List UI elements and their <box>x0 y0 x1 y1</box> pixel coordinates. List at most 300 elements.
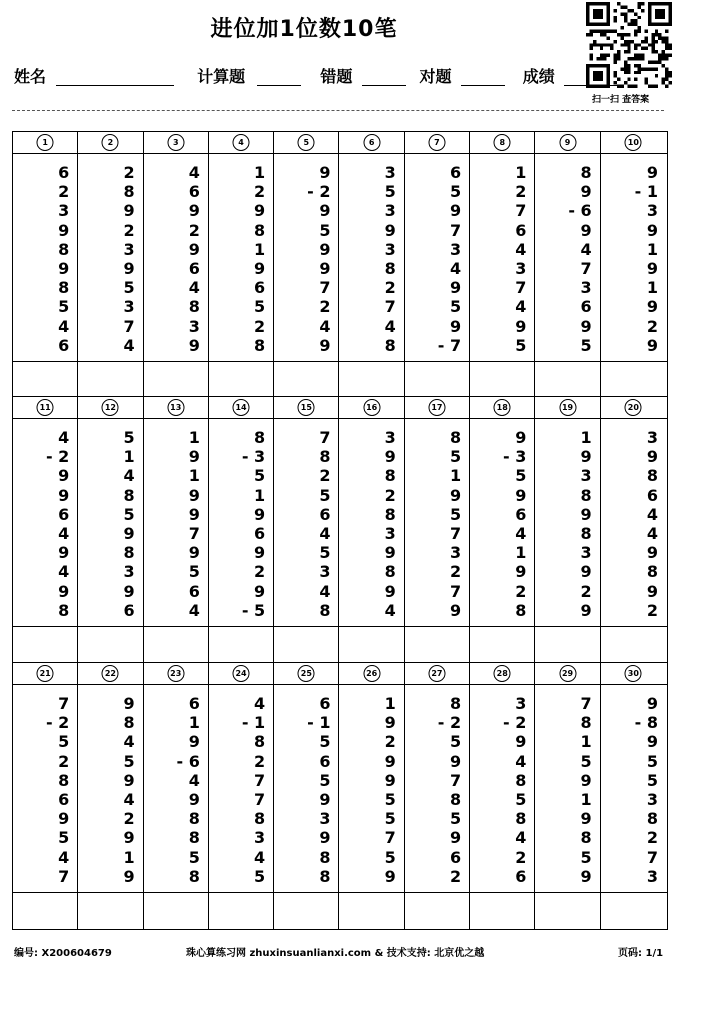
problem-number: 9 <box>580 504 592 524</box>
problem-number: 8 <box>319 866 331 886</box>
problem-number: 8 <box>580 524 592 543</box>
problem-number: 2 <box>646 828 658 848</box>
problem-column <box>405 397 470 663</box>
problem-number: 4 <box>188 770 200 790</box>
problem-number: 5 <box>449 732 462 752</box>
problem-number-badge: 13 <box>167 399 184 416</box>
problem-number: 9 <box>254 259 266 278</box>
problem-number: 4 <box>646 524 658 543</box>
problem-number: 2 <box>58 182 70 202</box>
problem-number: 5 <box>319 220 331 240</box>
problem-number: 8 <box>384 504 396 524</box>
problem-number: 9 <box>646 297 658 317</box>
problem-column <box>535 663 600 929</box>
problem-number: 6 <box>580 297 592 317</box>
footer-code: 编号: X200604679 <box>14 948 112 959</box>
problem-column <box>274 663 339 929</box>
problem-number: 3 <box>449 543 462 563</box>
problem-number: 4 <box>319 524 331 543</box>
problem-number: 9 <box>580 182 592 202</box>
problem-number: 9 <box>123 581 135 601</box>
answer-cell[interactable] <box>78 361 142 396</box>
footer-site: 珠心算练习网 zhuxinsuanlianxi.com & 技术支持: 北京优之越 <box>186 948 485 959</box>
problem-number: 9 <box>449 485 462 505</box>
problem-number: 9 <box>58 466 70 486</box>
problem-number: 3 <box>646 790 658 809</box>
problem-number: 9 <box>123 524 135 543</box>
answer-cell[interactable] <box>601 892 666 929</box>
answer-cell[interactable] <box>13 892 77 929</box>
problem-number: 7 <box>384 297 396 317</box>
problem-number: 9 <box>58 581 70 601</box>
problem-number: 9 <box>123 201 135 221</box>
problem-number: 3 <box>319 809 331 829</box>
problem-number: 5 <box>123 428 135 447</box>
answer-cell[interactable] <box>78 626 142 663</box>
student-info-row <box>14 64 618 87</box>
problem-number: 4 <box>580 239 592 259</box>
problem-number: 8 <box>646 809 658 829</box>
answer-cell[interactable] <box>340 626 404 663</box>
problem-number: 6 <box>58 790 70 809</box>
problem-column <box>13 663 78 929</box>
problem-number-badge: 21 <box>37 665 54 682</box>
problem-number-badge: 25 <box>298 665 315 682</box>
problem-number: 1 <box>515 543 527 563</box>
problem-number-badge: 19 <box>559 399 576 416</box>
problem-number: 5 <box>188 562 200 582</box>
problem-block <box>13 396 667 663</box>
problem-number: 5 <box>580 751 592 771</box>
problem-number: 5 <box>319 543 331 563</box>
problem-number: 1 <box>580 732 592 752</box>
problem-number: - 2 <box>503 713 527 733</box>
problem-column <box>78 663 143 929</box>
problem-column <box>340 132 405 396</box>
problem-number: 9 <box>58 259 70 278</box>
problem-number: 3 <box>384 239 396 259</box>
problem-number: 2 <box>123 809 135 829</box>
problem-number: 9 <box>646 732 658 752</box>
problem-number: 8 <box>58 600 70 620</box>
problem-number: 8 <box>188 866 200 886</box>
problem-number: 9 <box>515 732 527 752</box>
problem-number: 8 <box>319 847 331 867</box>
problem-number: 1 <box>254 485 266 505</box>
problem-number: 2 <box>449 866 462 886</box>
problem-number: 5 <box>58 828 70 848</box>
problem-number: 9 <box>188 504 200 524</box>
problem-number: 9 <box>449 600 462 620</box>
problem-number-badge: 18 <box>494 399 511 416</box>
problem-column <box>470 397 535 663</box>
problem-number: - 1 <box>241 713 266 733</box>
problem-number: 9 <box>319 239 331 259</box>
problem-number: 4 <box>123 790 135 809</box>
problem-number-badge: 22 <box>102 665 119 682</box>
problem-number: 5 <box>254 866 266 886</box>
answer-cell[interactable] <box>601 626 666 663</box>
problem-number: 4 <box>515 239 527 259</box>
problem-number: 6 <box>123 600 135 620</box>
problem-number: 9 <box>188 447 200 467</box>
problem-number: - 8 <box>634 713 658 733</box>
problem-number-badge: 20 <box>625 399 642 416</box>
problem-number: 9 <box>580 316 592 336</box>
problem-number: 3 <box>646 866 658 886</box>
problem-number: 1 <box>188 713 200 733</box>
problem-number: 6 <box>188 694 200 713</box>
answer-cell[interactable] <box>470 361 534 396</box>
problem-number: 1 <box>254 163 266 182</box>
problem-number: 2 <box>384 732 396 752</box>
problem-number: 2 <box>254 751 266 771</box>
problem-number: 9 <box>580 600 592 620</box>
problem-column <box>470 663 535 929</box>
answer-cell[interactable] <box>274 892 338 929</box>
answer-cell[interactable] <box>470 892 534 929</box>
problem-number: 9 <box>188 239 200 259</box>
answer-cell[interactable] <box>209 626 273 663</box>
problem-number: 3 <box>515 694 527 713</box>
problem-number: 9 <box>384 220 396 240</box>
problem-number: 6 <box>319 504 331 524</box>
problem-number: 4 <box>449 259 462 278</box>
problem-number: 5 <box>449 182 462 202</box>
problem-number: 9 <box>384 770 396 790</box>
problem-number: 7 <box>646 847 658 867</box>
problem-number: 4 <box>384 316 396 336</box>
right-blank <box>461 67 505 86</box>
problem-number: 8 <box>123 713 135 733</box>
problem-number: 1 <box>646 239 658 259</box>
problem-number: 8 <box>58 278 70 298</box>
problem-number: 8 <box>384 466 396 486</box>
problem-number: 7 <box>449 220 462 240</box>
answer-cell[interactable] <box>274 626 338 663</box>
problem-number-badge: 1 <box>37 134 54 151</box>
answer-cell[interactable] <box>209 892 273 929</box>
answer-cell[interactable] <box>535 626 599 663</box>
problem-number: 9 <box>580 220 592 240</box>
answer-cell[interactable] <box>405 892 469 929</box>
answer-cell[interactable] <box>535 361 599 396</box>
problem-number: 3 <box>254 828 266 848</box>
answer-cell[interactable] <box>209 361 273 396</box>
problem-number: 2 <box>123 220 135 240</box>
problem-number: 8 <box>58 239 70 259</box>
problem-number-badge: 4 <box>233 134 250 151</box>
problem-number: 9 <box>319 259 331 278</box>
problem-number: 2 <box>580 581 592 601</box>
problem-number: 5 <box>449 447 462 467</box>
problem-number-badge: 15 <box>298 399 315 416</box>
answer-cell[interactable] <box>274 361 338 396</box>
problem-number: 5 <box>254 297 266 317</box>
problem-column <box>601 397 666 663</box>
problem-number: 5 <box>123 751 135 771</box>
problem-number: 8 <box>449 694 462 713</box>
problem-number: 2 <box>58 751 70 771</box>
problem-number: 9 <box>188 201 200 221</box>
problem-number: 4 <box>58 428 70 447</box>
problem-column <box>144 397 209 663</box>
problem-number: 4 <box>646 504 658 524</box>
problem-number: 9 <box>449 278 462 298</box>
problem-number: 5 <box>58 732 70 752</box>
answer-cell[interactable] <box>13 626 77 663</box>
problem-number: 4 <box>515 751 527 771</box>
answer-cell[interactable] <box>405 626 469 663</box>
problem-number: 8 <box>188 809 200 829</box>
answer-cell[interactable] <box>78 892 142 929</box>
problem-number: 3 <box>123 239 135 259</box>
problem-number: 9 <box>188 732 200 752</box>
problem-number: 2 <box>384 485 396 505</box>
problem-number: 9 <box>580 562 592 582</box>
problem-number: 5 <box>188 847 200 867</box>
problem-number: - 1 <box>634 182 658 202</box>
problem-number: 4 <box>123 335 135 355</box>
problem-number: 9 <box>384 447 396 467</box>
problem-number: 8 <box>319 600 331 620</box>
problem-number: 8 <box>254 428 266 447</box>
problem-column <box>340 663 405 929</box>
problem-number: 1 <box>449 466 462 486</box>
problem-number: 6 <box>319 751 331 771</box>
problem-number: 9 <box>646 163 658 182</box>
problem-number: 8 <box>384 562 396 582</box>
problem-number: 5 <box>319 770 331 790</box>
problem-number: 1 <box>188 428 200 447</box>
problem-number-badge: 2 <box>102 134 119 151</box>
problem-number: 5 <box>384 809 396 829</box>
cut-line <box>12 110 664 111</box>
problem-number: 7 <box>254 770 266 790</box>
problem-number: 2 <box>384 278 396 298</box>
problem-number: 6 <box>58 163 70 182</box>
problem-number: 9 <box>384 866 396 886</box>
problem-number: 9 <box>384 751 396 771</box>
problem-number: 4 <box>123 466 135 486</box>
problem-number: 8 <box>254 732 266 752</box>
problem-number: 6 <box>188 259 200 278</box>
problem-number: 1 <box>580 790 592 809</box>
problem-number: 8 <box>254 335 266 355</box>
problem-number: 8 <box>188 297 200 317</box>
problem-number: 7 <box>449 524 462 543</box>
problem-number: 7 <box>254 790 266 809</box>
total-blank <box>257 67 301 86</box>
problem-number: 4 <box>254 847 266 867</box>
problem-number: 8 <box>515 600 527 620</box>
problem-number-badge: 27 <box>428 665 445 682</box>
problem-number: 9 <box>384 581 396 601</box>
problem-number: 3 <box>188 316 200 336</box>
problem-number: 4 <box>58 316 70 336</box>
problem-number: 6 <box>515 504 527 524</box>
problem-number: 7 <box>580 259 592 278</box>
problem-column <box>78 397 143 663</box>
footer-page: 页码: 1/1 <box>618 948 664 959</box>
problem-number: 9 <box>58 543 70 563</box>
problem-number: 5 <box>515 335 527 355</box>
problem-number: 3 <box>449 239 462 259</box>
problem-number: 7 <box>384 828 396 848</box>
problem-number: 8 <box>58 770 70 790</box>
answer-cell[interactable] <box>470 626 534 663</box>
answer-cell[interactable] <box>13 361 77 396</box>
problem-number: 7 <box>319 278 331 298</box>
problem-number: 8 <box>188 828 200 848</box>
problem-number: 1 <box>384 694 396 713</box>
problem-number: 9 <box>123 828 135 848</box>
problem-number: 5 <box>515 466 527 486</box>
problem-number: 5 <box>646 751 658 771</box>
problem-number-badge: 24 <box>233 665 250 682</box>
problem-number: 3 <box>646 428 658 447</box>
problem-number: 1 <box>646 278 658 298</box>
problem-number: 3 <box>580 543 592 563</box>
problem-number: 6 <box>515 866 527 886</box>
problem-number: 8 <box>319 447 331 467</box>
problem-number: 6 <box>646 485 658 505</box>
problem-number: 5 <box>254 466 266 486</box>
problem-number: - 7 <box>437 335 462 355</box>
problem-number-badge: 28 <box>494 665 511 682</box>
answer-cell[interactable] <box>144 892 208 929</box>
problem-number: 5 <box>384 790 396 809</box>
problem-number: 6 <box>254 278 266 298</box>
problem-number: 9 <box>580 447 592 467</box>
problem-number: 2 <box>646 600 658 620</box>
problem-number: 1 <box>123 847 135 867</box>
answer-cell[interactable] <box>405 361 469 396</box>
problem-number: 8 <box>580 713 592 733</box>
problem-number: 9 <box>515 428 527 447</box>
problem-number: 9 <box>58 809 70 829</box>
problem-number: 9 <box>580 770 592 790</box>
problem-number: 1 <box>188 466 200 486</box>
problem-number: 3 <box>580 278 592 298</box>
problem-number: - 2 <box>45 713 70 733</box>
problem-number: 9 <box>123 694 135 713</box>
problem-number: 9 <box>384 543 396 563</box>
problem-number: 7 <box>580 694 592 713</box>
problem-number: 9 <box>646 581 658 601</box>
problem-number: 4 <box>58 847 70 867</box>
problem-number: 9 <box>188 335 200 355</box>
problem-number: 8 <box>254 220 266 240</box>
problem-number-badge: 30 <box>625 665 642 682</box>
answer-cell[interactable] <box>535 892 599 929</box>
problem-number: 4 <box>515 524 527 543</box>
problem-number: 2 <box>515 847 527 867</box>
problem-number: 5 <box>449 809 462 829</box>
answer-cell[interactable] <box>144 361 208 396</box>
problem-number: 8 <box>580 828 592 848</box>
answer-cell[interactable] <box>340 361 404 396</box>
total-label: 计算题 <box>197 67 246 86</box>
problem-number: 3 <box>319 562 331 582</box>
problem-column <box>535 132 600 396</box>
problem-number: 4 <box>188 278 200 298</box>
answer-cell[interactable] <box>601 361 666 396</box>
problem-number: 9 <box>58 485 70 505</box>
problem-number: 4 <box>384 600 396 620</box>
problem-number: - 1 <box>307 713 331 733</box>
problem-number: 2 <box>123 163 135 182</box>
problem-number: 9 <box>646 335 658 355</box>
problem-number: 4 <box>319 581 331 601</box>
problem-number: 6 <box>515 220 527 240</box>
problem-number: 7 <box>515 201 527 221</box>
right-label: 对题 <box>419 67 452 86</box>
problem-number: 5 <box>515 790 527 809</box>
problem-number: 9 <box>123 866 135 886</box>
problem-grid <box>12 131 668 930</box>
problem-number: 9 <box>646 543 658 563</box>
problem-number: 9 <box>254 543 266 563</box>
problem-number: 9 <box>319 201 331 221</box>
problem-number: - 6 <box>176 751 200 771</box>
problem-number-badge: 29 <box>559 665 576 682</box>
problem-number: 5 <box>449 297 462 317</box>
problem-number: 4 <box>188 600 200 620</box>
problem-number: 8 <box>580 163 592 182</box>
problem-number: - 3 <box>503 447 527 467</box>
problem-number: 5 <box>384 847 396 867</box>
problem-number: 9 <box>646 694 658 713</box>
problem-number: 8 <box>449 790 462 809</box>
problem-number-badge: 6 <box>363 134 380 151</box>
qr-code-icon <box>586 2 672 88</box>
problem-number-badge: 26 <box>363 665 380 682</box>
problem-number: 4 <box>58 524 70 543</box>
problem-number: 3 <box>384 428 396 447</box>
problem-number: 9 <box>254 201 266 221</box>
problem-column <box>274 132 339 396</box>
problem-number: 9 <box>646 220 658 240</box>
problem-number-badge: 12 <box>102 399 119 416</box>
problem-number: 9 <box>254 581 266 601</box>
problem-number: 1 <box>580 428 592 447</box>
problem-number: 8 <box>646 562 658 582</box>
problem-number: 3 <box>580 466 592 486</box>
problem-number: 6 <box>449 163 462 182</box>
answer-cell[interactable] <box>340 892 404 929</box>
problem-number: 9 <box>319 828 331 848</box>
problem-number: 1 <box>254 239 266 259</box>
problem-number: 5 <box>580 847 592 867</box>
problem-number: 7 <box>58 866 70 886</box>
problem-number-badge: 17 <box>428 399 445 416</box>
problem-number: 3 <box>123 562 135 582</box>
problem-column <box>13 132 78 396</box>
problem-block <box>13 132 667 396</box>
problem-number: 9 <box>188 485 200 505</box>
name-blank <box>56 67 174 86</box>
problem-column <box>13 397 78 663</box>
problem-number: 2 <box>319 297 331 317</box>
problem-number: 2 <box>254 316 266 336</box>
problem-number: 3 <box>123 297 135 317</box>
problem-number: 2 <box>515 182 527 202</box>
problem-column <box>470 132 535 396</box>
problem-number: 6 <box>254 524 266 543</box>
problem-number: 7 <box>515 278 527 298</box>
answer-cell[interactable] <box>144 626 208 663</box>
